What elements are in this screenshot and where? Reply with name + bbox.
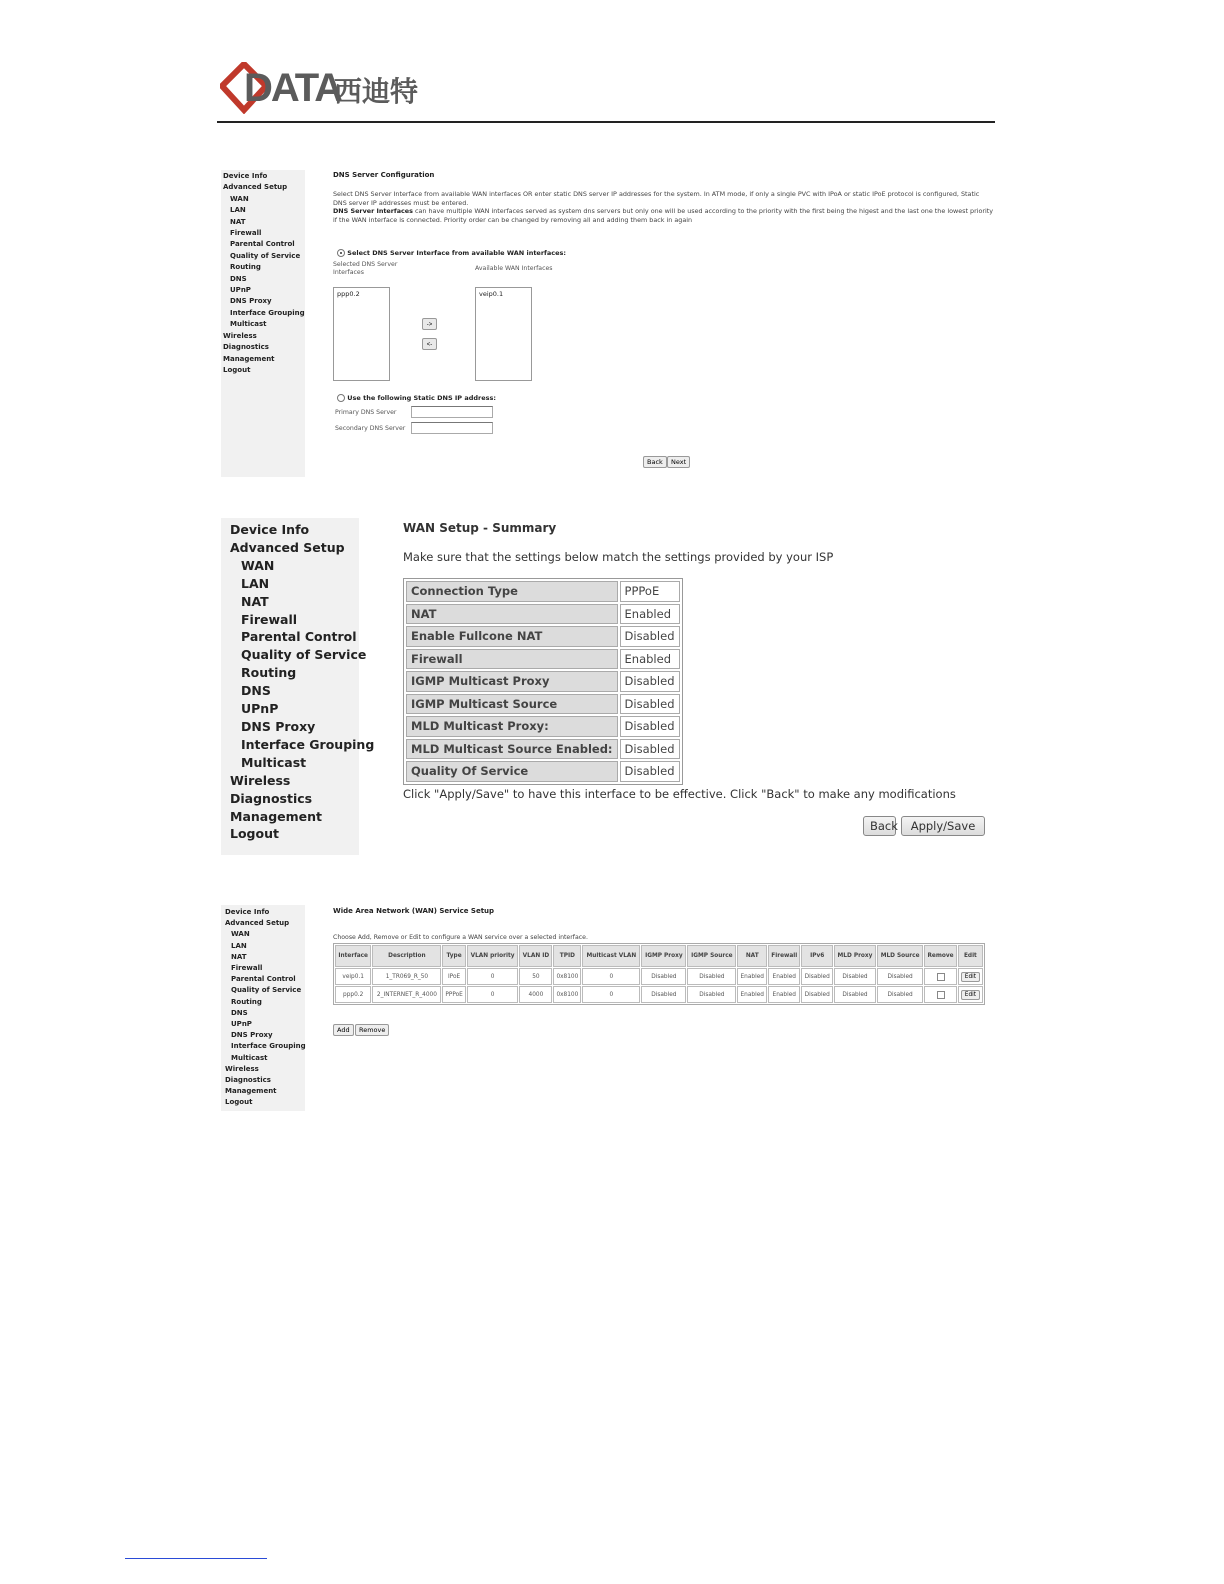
table-cell: Enabled: [768, 968, 800, 985]
column-header: NAT: [737, 945, 767, 967]
sidebar-item-management[interactable]: Management: [225, 1087, 277, 1096]
sidebar-item-dns[interactable]: DNS: [231, 1008, 248, 1017]
table-row: [406, 581, 680, 602]
add-button[interactable]: Add: [333, 1024, 354, 1036]
sidebar-item-parental-control[interactable]: Parental Control: [241, 629, 357, 645]
table-cell: veip0.1: [335, 968, 371, 985]
summary-value: Enabled: [620, 604, 680, 625]
sidebar-item-wan[interactable]: WAN: [241, 557, 275, 573]
sidebar-item-upnp[interactable]: UPnP: [231, 1020, 252, 1029]
summary-value: Enabled: [620, 649, 680, 670]
table-row: [335, 986, 983, 1003]
sidebar-item-quality-of-service[interactable]: Quality of Service: [230, 251, 301, 260]
sidebar-item-logout[interactable]: Logout: [225, 1098, 253, 1107]
remove-cell: [924, 986, 957, 1003]
page-description: Make sure that the settings below match the settings provided by your ISP: [403, 550, 834, 564]
secondary-dns-label: Secondary DNS Server: [335, 425, 406, 432]
table-row: [406, 649, 680, 670]
column-header: TPID: [553, 945, 581, 967]
sidebar-item-multicast[interactable]: Multicast: [241, 754, 307, 770]
column-header: Firewall: [768, 945, 800, 967]
column-header: VLAN priority: [467, 945, 519, 967]
summary-value: Disabled: [620, 671, 680, 692]
summary-key: IGMP Multicast Source: [406, 694, 618, 715]
page-title: WAN Setup - Summary: [403, 521, 557, 535]
radio-label: Select DNS Server Interface from available WAN interfaces:: [347, 249, 566, 257]
sidebar-item-upnp[interactable]: UPnP: [241, 701, 279, 717]
sidebar-item-logout[interactable]: Logout: [223, 365, 251, 374]
table-row: [406, 604, 680, 625]
table-cell: Enabled: [737, 986, 767, 1003]
description-paragraph: Select DNS Server Interface from available WAN interfaces OR enter static DNS server IP addresses for the system. In ATM mode, if only a single PVC with IPoA or static IPoE protocol is configured, Static DNS server IP addresses must be entered.: [333, 190, 980, 207]
table-cell: Disabled: [641, 968, 686, 985]
summary-key: Firewall: [406, 649, 618, 670]
sidebar-nav: [221, 905, 305, 1111]
column-header: Remove: [924, 945, 957, 967]
summary-key: MLD Multicast Proxy:: [406, 716, 618, 737]
table-cell: Disabled: [641, 986, 686, 1003]
description-text: can have multiple WAN interfaces served as system dns servers but only one will be used according to the priority with the first being the higest and the last one the lowest priority if the WAN interface is connected. Priority order can be changed by removing all and adding them back in again: [333, 207, 994, 224]
table-cell: Disabled: [834, 968, 876, 985]
sidebar-item-dns[interactable]: DNS: [230, 274, 247, 283]
table-cell: Disabled: [687, 968, 736, 985]
back-button[interactable]: Back: [863, 816, 896, 836]
remove-cell: [924, 968, 957, 985]
column-header: VLAN ID: [519, 945, 552, 967]
wan-service-table: [333, 943, 985, 1005]
summary-key: MLD Multicast Source Enabled:: [406, 739, 618, 760]
sidebar-item-multicast[interactable]: Multicast: [231, 1053, 268, 1062]
sidebar-item-diagnostics[interactable]: Diagnostics: [230, 790, 313, 806]
summary-value: Disabled: [620, 626, 680, 647]
summary-key: Connection Type: [406, 581, 618, 602]
sidebar-item-dns[interactable]: DNS: [241, 683, 271, 699]
column-header: Edit: [958, 945, 983, 967]
summary-key: IGMP Multicast Proxy: [406, 671, 618, 692]
sidebar-item-lan[interactable]: LAN: [231, 941, 247, 950]
sidebar-item-upnp[interactable]: UPnP: [230, 286, 251, 295]
sidebar-item-parental-control[interactable]: Parental Control: [231, 975, 296, 984]
summary-key: Quality Of Service: [406, 761, 618, 782]
description-paragraph: [333, 207, 995, 224]
sidebar-item-dns-proxy[interactable]: DNS Proxy: [241, 718, 316, 734]
sidebar-item-parental-control[interactable]: Parental Control: [230, 240, 295, 249]
selected-interfaces-label: Selected DNS Server Interfaces: [333, 261, 398, 276]
table-cell: ppp0.2: [335, 986, 371, 1003]
radio-button[interactable]: [337, 394, 345, 402]
column-header: IPv6: [801, 945, 833, 967]
primary-dns-input[interactable]: [411, 406, 493, 418]
sidebar-item-interface-grouping[interactable]: Interface Grouping: [230, 308, 305, 317]
table-cell: 0x8100: [553, 968, 581, 985]
sidebar-item-advanced-setup[interactable]: Advanced Setup: [225, 919, 290, 928]
column-header: IGMP Source: [687, 945, 736, 967]
radio-static-option[interactable]: [337, 394, 496, 402]
sidebar-item-multicast[interactable]: Multicast: [230, 320, 267, 329]
logo-chinese-text: 西迪特: [334, 75, 419, 108]
sidebar-item-wan[interactable]: WAN: [231, 930, 250, 939]
summary-value: Disabled: [620, 761, 680, 782]
summary-value: Disabled: [620, 739, 680, 760]
sidebar-nav: [221, 170, 305, 477]
table-cell: Disabled: [801, 968, 833, 985]
table-cell: PPPoE: [442, 986, 465, 1003]
available-interfaces-listbox[interactable]: [475, 287, 532, 381]
sidebar-item-routing[interactable]: Routing: [230, 263, 261, 272]
back-button[interactable]: Back: [643, 456, 667, 468]
column-header: IGMP Proxy: [641, 945, 686, 967]
sidebar-item-wireless[interactable]: Wireless: [225, 1064, 259, 1073]
table-cell: 0: [582, 968, 640, 985]
apply-save-button[interactable]: Apply/Save: [901, 816, 985, 836]
table-row: [406, 694, 680, 715]
sidebar-item-lan[interactable]: LAN: [241, 575, 270, 591]
primary-dns-label: Primary DNS Server: [335, 409, 397, 416]
sidebar-item-management[interactable]: Management: [230, 808, 323, 824]
selected-interfaces-listbox[interactable]: [333, 287, 390, 381]
column-header: Multicast VLAN: [582, 945, 640, 967]
remove-button[interactable]: Remove: [355, 1024, 389, 1036]
table-cell: Enabled: [768, 986, 800, 1003]
table-cell: Disabled: [687, 986, 736, 1003]
column-header: Interface: [335, 945, 371, 967]
table-row: [406, 626, 680, 647]
table-cell: Disabled: [877, 968, 923, 985]
table-header-row: [335, 945, 983, 967]
table-cell: Disabled: [801, 986, 833, 1003]
sidebar-item-advanced-setup[interactable]: Advanced Setup: [230, 539, 345, 555]
summary-table: [403, 578, 683, 785]
table-cell: 50: [519, 968, 552, 985]
sidebar-item-interface-grouping[interactable]: Interface Grouping: [231, 1042, 306, 1051]
list-item[interactable]: ppp0.2: [337, 290, 360, 298]
table-cell: 2_INTERNET_R_4000: [372, 986, 441, 1003]
available-interfaces-label: Available WAN Interfaces: [475, 265, 553, 272]
summary-key: NAT: [406, 604, 618, 625]
sidebar-item-diagnostics[interactable]: Diagnostics: [225, 1076, 271, 1085]
next-button[interactable]: Next: [667, 456, 690, 468]
edit-button[interactable]: Edit: [961, 990, 980, 1000]
apply-instructions: Click "Apply/Save" to have this interface to be effective. Click "Back" to make any modifications: [403, 787, 956, 801]
table-cell: 4000: [519, 986, 552, 1003]
sidebar-item-quality-of-service[interactable]: Quality of Service: [241, 647, 367, 663]
sidebar-item-nat[interactable]: NAT: [241, 593, 269, 609]
sidebar-item-firewall[interactable]: Firewall: [241, 611, 298, 627]
secondary-dns-input[interactable]: [411, 422, 493, 434]
sidebar-item-wireless[interactable]: Wireless: [223, 331, 257, 340]
logo-text: DATA: [244, 66, 342, 110]
sidebar-nav: [221, 518, 375, 855]
edit-button[interactable]: Edit: [961, 972, 980, 982]
table-row: [406, 761, 680, 782]
sidebar-item-management[interactable]: Management: [223, 354, 275, 363]
move-right-button[interactable]: ->: [422, 318, 437, 330]
sidebar-item-advanced-setup[interactable]: Advanced Setup: [223, 183, 288, 192]
radio-label: Use the following Static DNS IP address:: [347, 394, 496, 402]
sidebar-item-interface-grouping[interactable]: Interface Grouping: [241, 736, 375, 752]
sidebar-item-firewall[interactable]: Firewall: [231, 964, 263, 973]
column-header: Type: [442, 945, 465, 967]
sidebar-item-routing[interactable]: Routing: [231, 997, 262, 1006]
page-description: [333, 190, 995, 224]
description-bold-term: DNS Server Interfaces: [333, 207, 413, 216]
sidebar-item-quality-of-service[interactable]: Quality of Service: [231, 986, 302, 995]
table-cell: 0: [467, 986, 519, 1003]
table-cell: Disabled: [834, 986, 876, 1003]
page-title: DNS Server Configuration: [333, 171, 435, 179]
sidebar-item-device-info[interactable]: Device Info: [230, 522, 310, 537]
header-divider: [217, 121, 995, 123]
remove-checkbox[interactable]: [937, 991, 945, 999]
summary-value: Disabled: [620, 694, 680, 715]
move-left-button[interactable]: <-: [422, 338, 437, 350]
sidebar-item-nat[interactable]: NAT: [230, 217, 246, 226]
sidebar-item-dns-proxy[interactable]: DNS Proxy: [230, 297, 272, 306]
table-cell: Disabled: [877, 986, 923, 1003]
summary-value: PPPoE: [620, 581, 680, 602]
column-header: MLD Proxy: [834, 945, 876, 967]
sidebar-item-device-info[interactable]: Device Info: [223, 172, 268, 180]
table-cell: 0: [582, 986, 640, 1003]
edit-cell: [958, 986, 983, 1003]
list-item[interactable]: veip0.1: [479, 290, 504, 298]
sidebar-item-diagnostics[interactable]: Diagnostics: [223, 343, 269, 352]
page-description: Choose Add, Remove or Edit to configure a WAN service over a selected interface.: [333, 934, 588, 941]
radio-button-selected[interactable]: [337, 249, 345, 257]
table-cell: 1_TR069_R_50: [372, 968, 441, 985]
table-row: [406, 739, 680, 760]
table-cell: 0: [467, 968, 519, 985]
summary-value: Disabled: [620, 716, 680, 737]
footer-link-underline: [125, 1558, 267, 1559]
table-row: [406, 671, 680, 692]
sidebar-item-dns-proxy[interactable]: DNS Proxy: [231, 1031, 273, 1040]
sidebar-item-firewall[interactable]: Firewall: [230, 229, 262, 238]
page-title: Wide Area Network (WAN) Service Setup: [333, 907, 495, 915]
sidebar-item-nat[interactable]: NAT: [231, 952, 247, 961]
sidebar-item-wan[interactable]: WAN: [230, 194, 249, 203]
table-cell: Enabled: [737, 968, 767, 985]
sidebar-item-wireless[interactable]: Wireless: [230, 772, 291, 788]
sidebar-item-lan[interactable]: LAN: [230, 206, 246, 215]
summary-key: Enable Fullcone NAT: [406, 626, 618, 647]
sidebar-item-logout[interactable]: Logout: [230, 826, 279, 842]
edit-cell: [958, 968, 983, 985]
table-row: [406, 716, 680, 737]
sidebar-item-device-info[interactable]: Device Info: [225, 908, 270, 916]
table-row: [335, 968, 983, 985]
sidebar-item-routing[interactable]: Routing: [241, 665, 297, 681]
column-header: MLD Source: [877, 945, 923, 967]
table-cell: IPoE: [442, 968, 465, 985]
remove-checkbox[interactable]: [937, 973, 945, 981]
column-header: Description: [372, 945, 441, 967]
table-cell: 0x8100: [553, 986, 581, 1003]
radio-interface-option[interactable]: [337, 249, 566, 257]
